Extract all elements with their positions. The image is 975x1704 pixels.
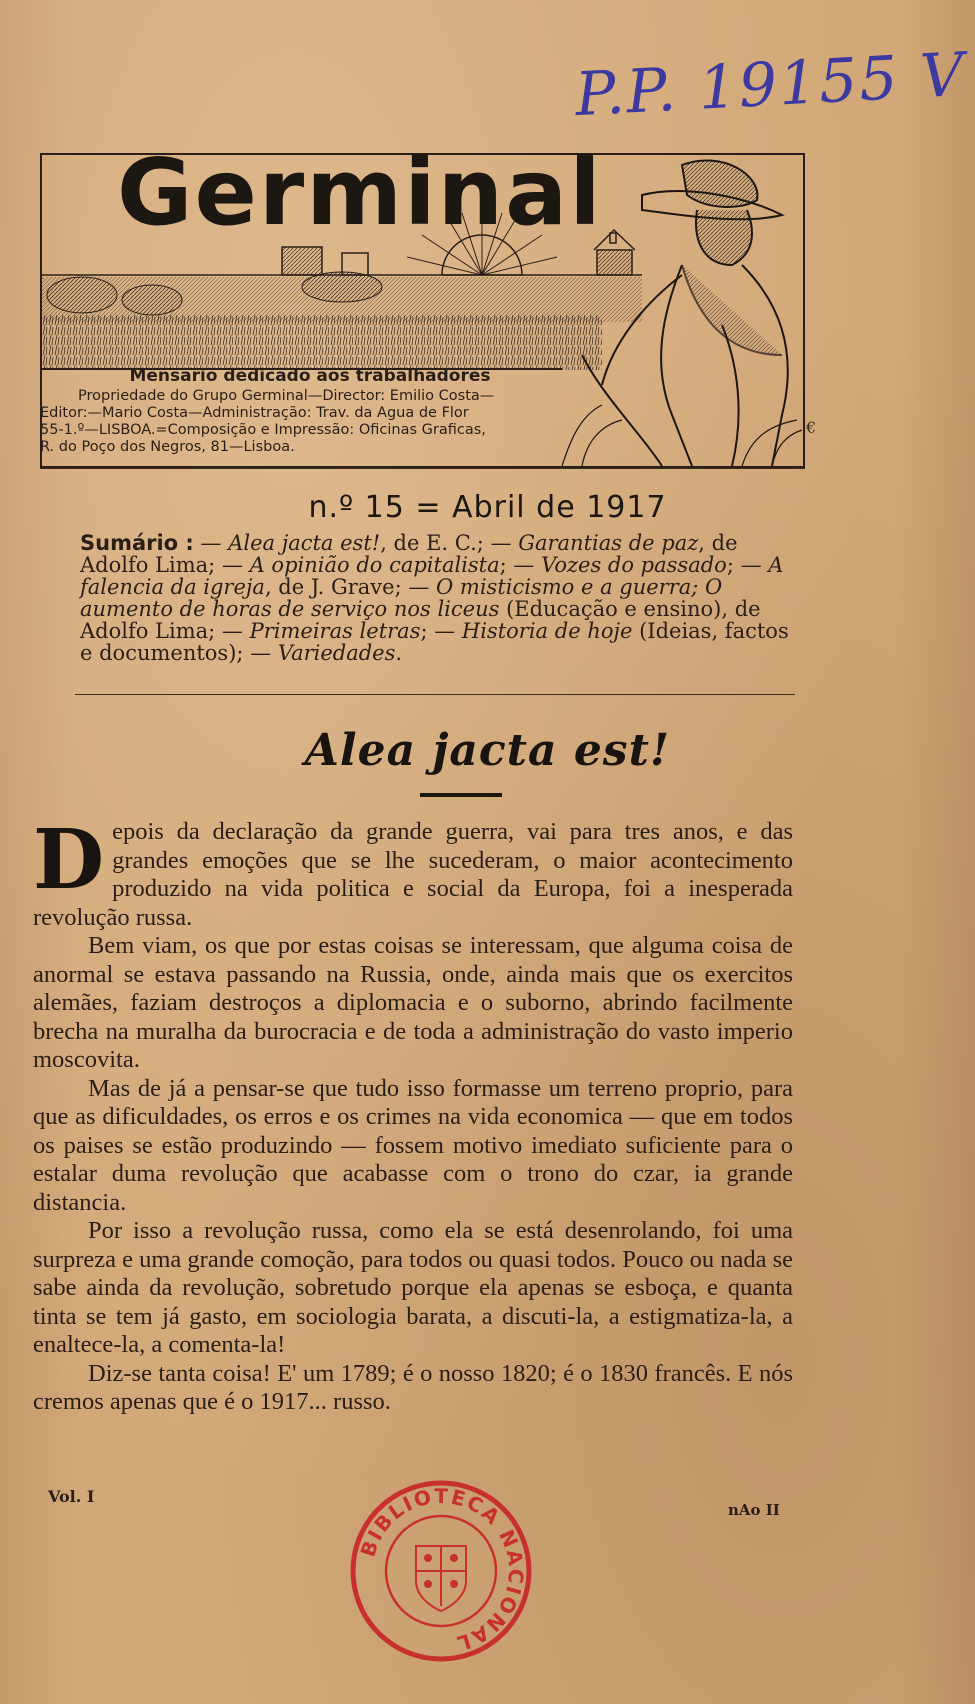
- summary-title: A falencia da igreja: [80, 553, 784, 599]
- title-rule: [420, 793, 502, 797]
- summary-title: Vozes do passado: [541, 553, 727, 577]
- summary-title: O misticismo e a guerra; O aumento de horas de serviço nos liceus: [80, 575, 723, 621]
- divider: [75, 694, 795, 695]
- summary-text: .: [395, 641, 403, 665]
- table-of-contents: [80, 532, 800, 664]
- article-paragraph: Diz-se tanta coisa! E' um 1789; é o nosso 1820; é o 1830 francês. E nós cremos apenas que é o 1917... russo.: [33, 1359, 793, 1415]
- info-line: Propriedade do Grupo Germinal—Director: Emilio Costa—: [78, 388, 495, 404]
- tagline: Mensario dedicado aos trabalhadores: [129, 366, 491, 386]
- article-body: [33, 812, 793, 1417]
- summary-title: Alea jacta est!: [228, 531, 381, 555]
- summary-title: Primeiras letras: [249, 619, 421, 643]
- article-paragraph: Mas de já a pensar-se que tudo isso formasse um terreno proprio, para que as dificuldades, os erros e os crimes na vida economica — que em todos os paises se estão produzindo — fossem motivo imediato suficiente para o estalar duma revolução que acabasse com o trono do czar, ia grande distancia.: [33, 1074, 793, 1216]
- year-label: nAo II: [728, 1501, 780, 1519]
- coat-of-arms-icon: [416, 1546, 466, 1611]
- edge-mark: €: [806, 418, 817, 437]
- svg-text:BIBLIOTECA NACIONAL: BIBLIOTECA NACIONAL: [355, 1483, 529, 1657]
- issue-number: n.º 15 = Abril de 1917: [308, 490, 667, 525]
- article-paragraph: Por isso a revolução russa, como ela se está desenrolando, foi uma surpreza e uma grande comoção, para todos ou quasi todos. Pouco ou nada se sabe ainda da revolução, sobretudo porque ela apenas se esboça, e quanta tinta se tem já gasto, em sociologia barata, a discuti-la, a estigmatiza-la, a enaltece-la, a comenta-la!: [33, 1217, 793, 1358]
- divider: [40, 468, 805, 469]
- summary-title: Garantias de paz: [518, 531, 699, 555]
- summary-text: —: [193, 531, 229, 555]
- info-line: Editor:—Mario Costa—Administração: Trav. da Agua de Flor: [40, 405, 469, 421]
- masthead-logo: Germinal: [117, 139, 603, 246]
- paragraph-text: epois da declaração da grande guerra, vai para tres anos, e das grandes emoções que se lhe sucederam, o maior acontecimento produzido na vida politica e social da Europa, foi a inesperada revolução russa.: [33, 818, 793, 931]
- summary-text: (Educação e ensino), de Adolfo Lima; —: [80, 597, 761, 643]
- article-paragraph: Bem viam, os que por estas coisas se interessam, que alguma coisa de anormal se estava passando na Russia, onde, ainda mais que os exercitos alemães, faziam destroços a diplomacia e o suborno, abrindo facilmente brecha na muralha da burocracia e de toda a administração do vasto imperio moscovita.: [33, 932, 793, 1073]
- library-stamp: [346, 1476, 536, 1666]
- summary-title: Variedades: [277, 641, 396, 665]
- article-title: Alea jacta est!: [304, 725, 671, 776]
- shelfmark-handwriting: P.P. 19155 V: [573, 39, 968, 131]
- summary-title: A opinião do capitalista: [249, 553, 500, 577]
- summary-text: , de Adolfo Lima; —: [80, 531, 738, 577]
- info-line: 55-1.º—LISBOA.=Composição e Impressão: Oficinas Graficas,: [40, 422, 486, 438]
- summary-text: , de E. C.; —: [380, 531, 519, 555]
- drop-cap: D: [33, 812, 105, 908]
- summary-text: ; —: [420, 619, 462, 643]
- info-line: R. do Poço dos Negros, 81—Lisboa.: [40, 439, 295, 455]
- publication-info: [40, 368, 580, 468]
- summary-text: (Ideias, factos e documentos); —: [80, 619, 789, 665]
- article-paragraph: [33, 812, 793, 932]
- volume-label: Vol. I: [48, 1487, 95, 1506]
- summary-text: ; —: [499, 553, 542, 577]
- summary-label: Sumário :: [80, 531, 194, 555]
- summary-text: , de J. Grave; —: [264, 575, 437, 599]
- summary-text: ; —: [726, 553, 769, 577]
- summary-title: Historia de hoje: [461, 619, 633, 643]
